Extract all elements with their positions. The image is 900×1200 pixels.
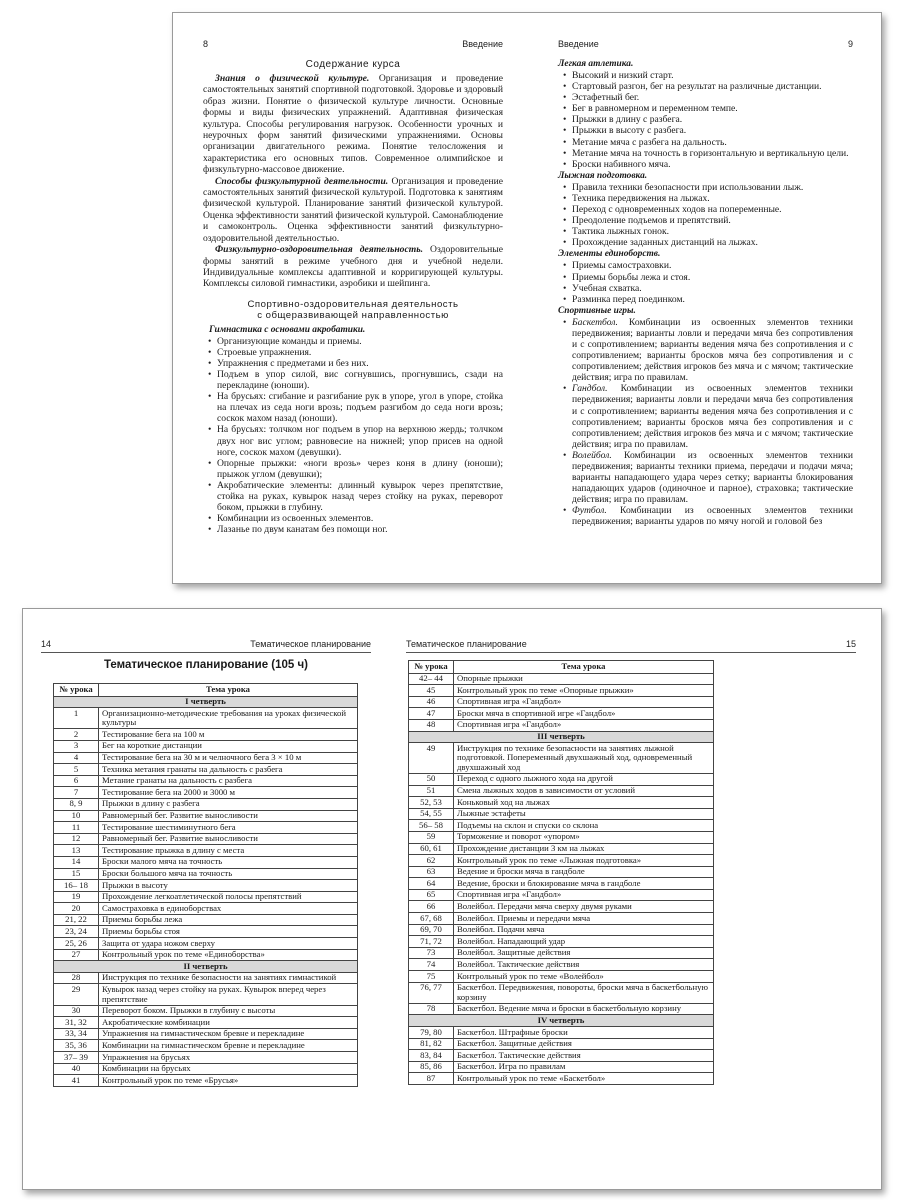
quarter-row: [54, 961, 358, 973]
lesson-topic: Волейбол. Подачи мяча: [454, 924, 714, 936]
intro-paragraph: Знания о физической культуре. Организация и проведение самостоятельных занятий спортивной подготовкой. Здоровье и здоровый образ жизни. Понятие о физической культуре личности. Основные формы и виды физических упражнений. Адаптивная физическая культура. Способы регулирования нагрузок. Особенности урочных и неурочных форм занятий физическими упражнениями. Основы организации двигательного режима. Понятие телосложения и характеристика его основных типов. Современное олимпийское и физкультурно-массовое движение.: [203, 73, 504, 176]
lesson-number: 42– 44: [409, 673, 454, 685]
lesson-number: 87: [409, 1073, 454, 1085]
game-name: Волейбол.: [572, 449, 612, 461]
lesson-topic: Контрольный урок по теме «Единоборства»: [99, 949, 358, 961]
list-item: • Опорные прыжки: «ноги врозь» через коня в длину (юноши); прыжок углом (девушки);: [217, 458, 503, 480]
table-row: [409, 785, 714, 797]
lesson-number: 6: [54, 775, 99, 787]
table-row: [54, 880, 358, 892]
intro-paragraphs: [203, 73, 503, 290]
lesson-topic: Тестирование бега на 100 м: [99, 729, 358, 741]
table-row: [409, 1050, 714, 1062]
list-item: • Подъем в упор силой, вис согнувшись, прогнувшись, сзади на перекладине (юноши).: [217, 369, 503, 391]
lesson-number: 19: [54, 891, 99, 903]
lesson-topic: Комбинации на гимнастическом бревне и перекладине: [99, 1040, 358, 1052]
lesson-topic: Метание гранаты на дальность с разбега: [99, 775, 358, 787]
table-row: [54, 868, 358, 880]
lesson-topic: Контрольный урок по теме «Волейбол»: [454, 971, 714, 983]
lesson-topic: Броски малого мяча на точность: [99, 856, 358, 868]
table-row: [409, 936, 714, 948]
list-item: • Приемы борьбы лежа и стоя.: [572, 272, 853, 283]
lesson-number: 35, 36: [54, 1040, 99, 1052]
lesson-number: 71, 72: [409, 936, 454, 948]
table-row: [54, 764, 358, 776]
table-row: [54, 729, 358, 741]
table-row: [409, 1003, 714, 1015]
table-row: [54, 1052, 358, 1064]
quarter-row: [409, 1015, 714, 1027]
lesson-topic: Баскетбол. Тактические действия: [454, 1050, 714, 1062]
section-title-2b: с общеразвивающей направленностью: [257, 309, 449, 321]
running-header: Тематическое планирование: [250, 639, 371, 649]
list-item: • Организующие команды и приемы.: [217, 336, 503, 347]
page-number: 15: [845, 639, 856, 649]
lesson-topic: Спортивная игра «Гандбол»: [454, 696, 714, 708]
lesson-number: 14: [54, 856, 99, 868]
quarter-label: III четверть: [409, 731, 714, 743]
page-9: [558, 13, 853, 583]
ski-list: [558, 182, 853, 249]
section-title: Содержание курса: [305, 59, 401, 70]
lesson-topic: Контрольный урок по теме «Баскетбол»: [454, 1073, 714, 1085]
lesson-number: 25, 26: [54, 938, 99, 950]
game-name: Гандбол.: [572, 383, 608, 395]
lesson-number: 45: [409, 685, 454, 697]
table-row: [54, 810, 358, 822]
intro-paragraph: Способы физкультурной деятельности. Организация и проведение самостоятельных занятий физической культурой. Подготовка к занятиям физической культурой. Планирование занятий физической культурой. Оценка эффективности занятий физической культурой. Самонаблюдение и самоконтроль. Оценка эффективности занятий физкультурно-оздоровительной деятельностью.: [203, 175, 504, 244]
games-heading: Спортивные игры.: [558, 305, 636, 316]
lesson-topic: Ведение и броски мяча в гандболе: [454, 866, 714, 878]
table-row: [409, 982, 714, 1003]
lesson-topic: Упражнения на гимнастическом бревне и перекладине: [99, 1028, 358, 1040]
game-name: Футбол.: [572, 505, 607, 517]
games-list: [558, 317, 853, 528]
lesson-topic: Волейбол. Передачи мяча сверху двумя руками: [454, 901, 714, 913]
page-number: 14: [41, 639, 52, 649]
lesson-number: 28: [54, 972, 99, 984]
lesson-number: 23, 24: [54, 926, 99, 938]
list-item: • Стартовый разгон, бег на результат на различные дистанции.: [572, 81, 853, 92]
list-item: • Приемы самостраховки.: [572, 260, 853, 271]
paragraph-lead: Физкультурно-оздоровительная деятельность.: [215, 244, 423, 256]
list-item: • Тактика лыжных гонок.: [572, 226, 853, 237]
table-row: [54, 1040, 358, 1052]
lesson-number: 66: [409, 901, 454, 913]
game-name: Баскетбол.: [572, 316, 618, 328]
lesson-topic: Акробатические комбинации: [99, 1017, 358, 1029]
table-row: [54, 752, 358, 764]
table-row: [54, 708, 358, 729]
lesson-topic: Приемы борьбы стоя: [99, 926, 358, 938]
lesson-topic: Ведение, броски и блокирование мяча в гандболе: [454, 878, 714, 890]
lesson-topic: Бег на короткие дистанции: [99, 740, 358, 752]
ski-heading: Лыжная подготовка.: [558, 170, 648, 181]
lesson-number: 51: [409, 785, 454, 797]
quarter-label: IV четверть: [409, 1015, 714, 1027]
table-row: [54, 1075, 358, 1087]
lesson-number: 1: [54, 708, 99, 729]
lesson-number: 8, 9: [54, 798, 99, 810]
lesson-number: 30: [54, 1005, 99, 1017]
quarter-label: I четверть: [54, 696, 358, 708]
lesson-topic: Баскетбол. Защитные действия: [454, 1038, 714, 1050]
lesson-topic: Броски мяча в спортивной игре «Гандбол»: [454, 708, 714, 720]
lesson-topic: Контрольный урок по теме «Брусья»: [99, 1075, 358, 1087]
list-item: • Строевые упражнения.: [217, 347, 503, 358]
intro-paragraph: Физкультурно-оздоровительная деятельность. Оздоровительные формы занятий в режиме учебного дня и учебной недели. Индивидуальные комплексы адаптивной и корригирующей культуры. Комплексы силовой гимнастики, аэробики и шейпинга.: [203, 244, 503, 290]
lesson-topic: Контрольный урок по теме «Лыжная подготовка»: [454, 855, 714, 867]
lesson-topic: Волейбол. Защитные действия: [454, 947, 714, 959]
lesson-number: 64: [409, 878, 454, 890]
table-row: [409, 1038, 714, 1050]
lesson-topic: Равномерный бег. Развитие выносливости: [99, 810, 358, 822]
lesson-topic: Упражнения на брусьях: [99, 1052, 358, 1064]
table-row: [54, 845, 358, 857]
quarter-row: [54, 696, 358, 708]
lesson-number: 16– 18: [54, 880, 99, 892]
col-header-topic: Тема урока: [99, 684, 358, 697]
lesson-topic: Переворот боком. Прыжки в глубину с высоты: [99, 1005, 358, 1017]
lesson-number: 76, 77: [409, 982, 454, 1003]
lesson-topic: Тестирование бега на 2000 и 3000 м: [99, 787, 358, 799]
lesson-topic: Прохождение дистанции 3 км на лыжах: [454, 843, 714, 855]
running-header: Тематическое планирование: [406, 639, 527, 649]
lesson-number: 52, 53: [409, 797, 454, 809]
lesson-topic: Прыжки в длину с разбега: [99, 798, 358, 810]
list-item: • Прохождение заданных дистанций на лыжах.: [572, 237, 853, 248]
table-row: [54, 926, 358, 938]
list-item: • Баскетбол. Комбинации из освоенных элементов техники передвижения; варианты ловли и передачи мяча без сопротивления и с сопротивлением; варианты ведения мяча без сопротивления и с сопротивлением; варианты бросков мяча без сопротивления и с сопротивлением; действия игроков без мяча и с мячом; тактические действия; игра по правилам.: [572, 317, 853, 384]
athletics-heading: Легкая атлетика.: [558, 59, 634, 69]
lesson-topic: Тестирование шестиминутного бега: [99, 822, 358, 834]
combat-heading: Элементы единоборств.: [558, 249, 661, 260]
lesson-topic: Прыжки в высоту: [99, 880, 358, 892]
table-row: [409, 673, 714, 685]
lesson-number: 83, 84: [409, 1050, 454, 1062]
table-row: [54, 949, 358, 961]
lesson-number: 27: [54, 949, 99, 961]
lesson-topic: Волейбол. Нападающий удар: [454, 936, 714, 948]
lesson-topic: Спортивная игра «Гандбол»: [454, 719, 714, 731]
lesson-number: 69, 70: [409, 924, 454, 936]
lesson-number: 37– 39: [54, 1052, 99, 1064]
lesson-topic: Броски большого мяча на точность: [99, 868, 358, 880]
lesson-topic: Комбинации на брусьях: [99, 1063, 358, 1075]
list-item: • Прыжки в длину с разбега.: [572, 114, 853, 125]
lesson-number: 33, 34: [54, 1028, 99, 1040]
table-row: [54, 938, 358, 950]
list-item: • Акробатические элементы: длинный кувырок через препятствие, стойка на руках, кувырок назад через стойку на руках, переворот боком, прыжки в глубину.: [217, 480, 503, 513]
lesson-number: 62: [409, 855, 454, 867]
lesson-number: 59: [409, 831, 454, 843]
table-row: [54, 787, 358, 799]
lesson-topic: Инструкция по технике безопасности на занятиях лыжной подготовкой. Попеременный двухшажный ход, одновременный двухшажный ход: [454, 743, 714, 774]
lesson-topic: Волейбол. Приемы и передачи мяча: [454, 913, 714, 925]
table-row: [409, 1073, 714, 1085]
table-row: [409, 971, 714, 983]
table-row: [54, 914, 358, 926]
lesson-topic: Самостраховка в единоборствах: [99, 903, 358, 915]
list-item: • Эстафетный бег.: [572, 92, 853, 103]
lesson-topic: Контрольный урок по теме «Опорные прыжки»: [454, 685, 714, 697]
lesson-number: 40: [54, 1063, 99, 1075]
list-item: • Преодоление подъемов и препятствий.: [572, 215, 853, 226]
table-row: [409, 878, 714, 890]
lesson-topic: Техника метания гранаты на дальность с разбега: [99, 764, 358, 776]
lesson-topic: Тестирование прыжка в длину с места: [99, 845, 358, 857]
list-item: • Упражнения с предметами и без них.: [217, 358, 503, 369]
lesson-number: 73: [409, 947, 454, 959]
lesson-number: 63: [409, 866, 454, 878]
lesson-topic: Волейбол. Тактические действия: [454, 959, 714, 971]
lesson-topic: Равномерный бег. Развитие выносливости: [99, 833, 358, 845]
col-header-topic: Тема урока: [454, 661, 714, 674]
table-row: [409, 913, 714, 925]
lesson-number: 4: [54, 752, 99, 764]
paragraph-lead: Способы физкультурной деятельности.: [215, 175, 389, 187]
book-spread-top: [172, 12, 882, 584]
lesson-topic: Баскетбол. Игра по правилам: [454, 1061, 714, 1073]
paragraph-lead: Знания о физической культуре.: [215, 73, 370, 84]
lesson-number: 21, 22: [54, 914, 99, 926]
lesson-number: 47: [409, 708, 454, 720]
table-row: [409, 855, 714, 867]
table-row: [409, 808, 714, 820]
list-item: • Правила техники безопасности при использовании лыж.: [572, 182, 853, 193]
lesson-topic: Баскетбол. Штрафные броски: [454, 1027, 714, 1039]
page-15: [406, 609, 856, 1189]
header-rule: [41, 652, 371, 653]
table-row: [409, 685, 714, 697]
lesson-topic: Защита от удара ножом сверху: [99, 938, 358, 950]
lesson-number: 85, 86: [409, 1061, 454, 1073]
list-item: • Техника передвижения на лыжах.: [572, 193, 853, 204]
page-number: 9: [847, 39, 853, 49]
lesson-number: 79, 80: [409, 1027, 454, 1039]
lesson-topic: Кувырок назад через стойку на руках. Кувырок вперед через препятствие: [99, 984, 358, 1005]
list-item: • Разминка перед поединком.: [572, 294, 853, 305]
lesson-number: 7: [54, 787, 99, 799]
list-item: • Гандбол. Комбинации из освоенных элементов техники передвижения; варианты ловли и передачи мяча без сопротивления и с сопротивлением; варианты ведения мяча без сопротивления и с сопротивлением; варианты бросков мяча без сопротивления и с сопротивлением; действия игроков без мяча и с мячом; тактические действия; игра по правилам.: [572, 383, 853, 450]
running-header: Введение: [462, 39, 503, 49]
athletics-list: [558, 70, 853, 170]
lesson-number: 20: [54, 903, 99, 915]
list-item: • Броски набивного мяча.: [572, 159, 853, 170]
list-item: • Метание мяча на точность в горизонтальную и вертикальную цели.: [572, 148, 853, 159]
list-item: • Комбинации из освоенных элементов.: [217, 513, 503, 524]
list-item: • Прыжки в высоту с разбега.: [572, 125, 853, 136]
table-row: [409, 924, 714, 936]
list-item: • На брусьях: толчком ног подъем в упор на верхнюю жердь; толчком двух ног вис углом; равновесие на нижней; упор присев на одной ноге, соскок махом (девушки).: [217, 424, 503, 457]
lesson-topic: Инструкция по технике безопасности на занятиях гимнастикой: [99, 972, 358, 984]
lesson-topic: Организационно-методические требования на уроках физической культуры: [99, 708, 358, 729]
table-row: [409, 843, 714, 855]
table-row: [409, 831, 714, 843]
table-row: [54, 798, 358, 810]
table-row: [54, 1005, 358, 1017]
table-row: [54, 1063, 358, 1075]
table-row: [409, 708, 714, 720]
table-row: [409, 866, 714, 878]
lesson-number: 67, 68: [409, 913, 454, 925]
lesson-number: 54, 55: [409, 808, 454, 820]
table-row: [409, 773, 714, 785]
lesson-topic: Переход с одного лыжного хода на другой: [454, 773, 714, 785]
list-item: • Лазанье по двум канатам без помощи ног.: [217, 524, 503, 535]
lesson-number: 29: [54, 984, 99, 1005]
lesson-number: 11: [54, 822, 99, 834]
lesson-number: 50: [409, 773, 454, 785]
table-row: [409, 797, 714, 809]
lesson-number: 78: [409, 1003, 454, 1015]
lesson-number: 49: [409, 743, 454, 774]
table-row: [409, 719, 714, 731]
lesson-topic: Смена лыжных ходов в зависимости от условий: [454, 785, 714, 797]
table-row: [54, 903, 358, 915]
lesson-number: 60, 61: [409, 843, 454, 855]
lesson-number: 56– 58: [409, 820, 454, 832]
col-header-num: № урока: [54, 684, 99, 697]
table-row: [409, 820, 714, 832]
lesson-topic: Баскетбол. Передвижения, повороты, броски мяча в баскетбольную корзину: [454, 982, 714, 1003]
header-rule: [406, 652, 856, 653]
table-row: [409, 947, 714, 959]
lesson-topic: Приемы борьбы лежа: [99, 914, 358, 926]
table-row: [54, 775, 358, 787]
table-row: [54, 833, 358, 845]
lesson-topic: Подъемы на склон и спуски со склона: [454, 820, 714, 832]
lesson-number: 12: [54, 833, 99, 845]
quarter-label: II четверть: [54, 961, 358, 973]
table-row: [409, 696, 714, 708]
page-number: 8: [203, 39, 209, 49]
section-title-2a: Спортивно-оздоровительная деятельность: [247, 298, 459, 310]
lesson-topic: Баскетбол. Ведение мяча и броски в баскетбольную корзину: [454, 1003, 714, 1015]
lesson-topic: Тестирование бега на 30 м и челночного бега 3 × 10 м: [99, 752, 358, 764]
lesson-number: 65: [409, 889, 454, 901]
quarter-row: [409, 731, 714, 743]
combat-list: [558, 260, 853, 304]
table-row: [409, 959, 714, 971]
lesson-number: 41: [54, 1075, 99, 1087]
lesson-number: 46: [409, 696, 454, 708]
lesson-number: 10: [54, 810, 99, 822]
plan-title: Тематическое планирование (105 ч): [103, 659, 309, 671]
table-row: [54, 740, 358, 752]
table-row: [409, 1061, 714, 1073]
lesson-number: 3: [54, 740, 99, 752]
table-row: [54, 1028, 358, 1040]
lesson-topic: Торможение и поворот «упором»: [454, 831, 714, 843]
page-14: [41, 609, 371, 1189]
list-item: • Переход с одновременных ходов на попеременные.: [572, 204, 853, 215]
list-item: • Волейбол. Комбинации из освоенных элементов техники передвижения; варианты техники приема, передачи и подачи мяча; варианты нападающего удара через сетку; варианты блокирования нападающих ударов (одиночное и парное), страховка; тактические действия; игра по правилам.: [572, 450, 853, 505]
list-item: • Высокий и низкий старт.: [572, 70, 853, 81]
gymnastics-list: [203, 336, 503, 536]
table-row: [54, 984, 358, 1005]
lesson-number: 81, 82: [409, 1038, 454, 1050]
book-spread-bottom: [22, 608, 882, 1190]
list-item: • Бег в равномерном и переменном темпе.: [572, 103, 853, 114]
running-header: Введение: [558, 39, 599, 49]
plan-table-right: [408, 660, 714, 1085]
page-8: [203, 13, 503, 583]
lesson-number: 31, 32: [54, 1017, 99, 1029]
table-row: [409, 743, 714, 774]
lesson-number: 5: [54, 764, 99, 776]
lesson-number: 48: [409, 719, 454, 731]
list-item: • Метание мяча с разбега на дальность.: [572, 137, 853, 148]
lesson-number: 15: [54, 868, 99, 880]
list-item: • На брусьях: сгибание и разгибание рук в упоре, угол в упоре, стойка на плечах из седа ноги врозь; подъем разгибом до седа ноги врозь; соскок махом назад (юноши).: [217, 391, 503, 424]
list-item: • Учебная схватка.: [572, 283, 853, 294]
table-row: [54, 856, 358, 868]
lesson-number: 75: [409, 971, 454, 983]
lesson-topic: Прохождение легкоатлетической полосы препятствий: [99, 891, 358, 903]
lesson-topic: Спортивная игра «Гандбол»: [454, 889, 714, 901]
lesson-number: 13: [54, 845, 99, 857]
table-row: [54, 972, 358, 984]
table-row: [54, 822, 358, 834]
lesson-topic: Опорные прыжки: [454, 673, 714, 685]
lesson-topic: Лыжные эстафеты: [454, 808, 714, 820]
col-header-num: № урока: [409, 661, 454, 674]
lesson-topic: Коньковый ход на лыжах: [454, 797, 714, 809]
gymnastics-heading: Гимнастика с основами акробатики.: [209, 324, 366, 335]
lesson-number: 74: [409, 959, 454, 971]
table-row: [54, 1017, 358, 1029]
plan-table-left: [53, 683, 358, 1087]
table-row: [409, 889, 714, 901]
table-row: [409, 1027, 714, 1039]
lesson-number: 2: [54, 729, 99, 741]
list-item: • Футбол. Комбинации из освоенных элементов техники передвижения; варианты ударов по мячу ногой и головой без: [572, 505, 853, 527]
table-row: [409, 901, 714, 913]
table-row: [54, 891, 358, 903]
